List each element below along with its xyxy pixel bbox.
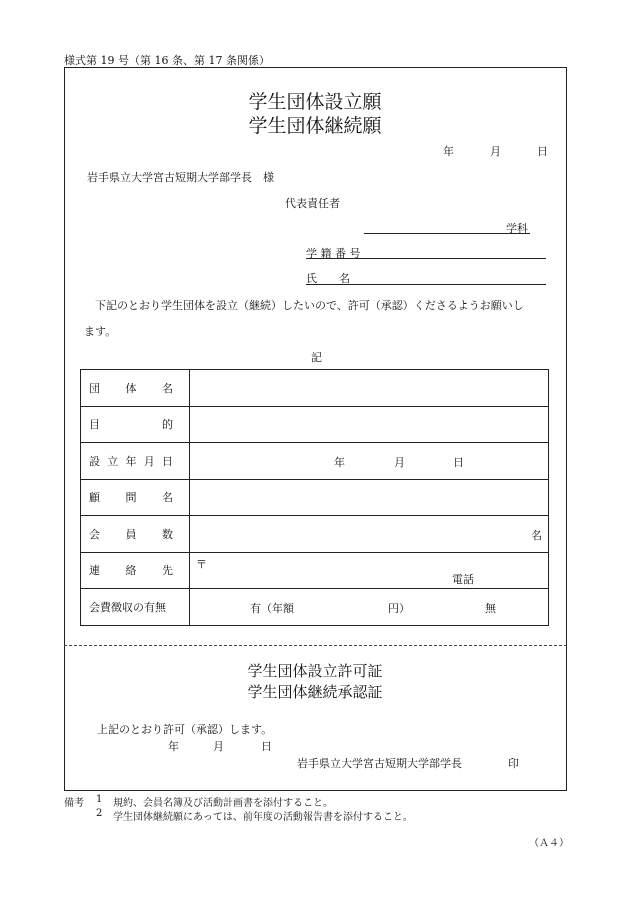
row-label-members: 会 員 数 [81, 516, 190, 553]
permit-statement: 上記のとおり許可（承認）します。 [97, 723, 273, 736]
establishment-date-field [190, 443, 549, 480]
member-count-field [190, 516, 549, 553]
members-unit: 名 [531, 529, 542, 542]
advisor-field [190, 479, 549, 516]
permit-date-day: 日 [261, 740, 272, 753]
fee-yen: 円） [388, 602, 410, 615]
note-2-text: 学生団体継続願にあっては、前年度の活動報告書を添付すること。 [113, 812, 413, 823]
fee-yes: 有（年額 [250, 602, 294, 615]
notes-label: 備考 [64, 798, 84, 809]
department-label: 学科 [506, 222, 528, 235]
application-body-line2: ます。 [84, 325, 117, 338]
permit-date-year: 年 [168, 740, 179, 753]
established-month: 月 [394, 456, 405, 469]
note-1-number: 1 [96, 794, 103, 805]
phone-label: 電話 [452, 572, 474, 586]
student-number-label: 学 籍 番 号 [306, 247, 361, 260]
name-label: 氏 名 [306, 272, 350, 285]
student-number-field-line [306, 258, 546, 259]
established-day: 日 [453, 456, 464, 469]
table-row [81, 589, 549, 626]
table-row [81, 406, 549, 443]
fee-no: 無 [485, 602, 496, 615]
permit-seal: 印 [508, 757, 519, 770]
row-label-contact: 連 絡 先 [81, 552, 190, 589]
table-row [81, 479, 549, 516]
row-label-purpose: 目 的 [81, 406, 190, 443]
application-body-line1: 下記のとおり学生団体を設立（継続）したいので、許可（承認）くださるようお願いし [95, 299, 524, 312]
table-row [81, 443, 549, 480]
established-year: 年 [334, 456, 345, 469]
paper-size: （Ａ４） [529, 838, 569, 849]
note-1-text: 規約、会員名簿及び活動計画書を添付すること。 [113, 798, 333, 809]
fee-field [190, 589, 549, 626]
note-2-number: 2 [96, 808, 103, 819]
application-title-continue: 学生団体継続願 [248, 115, 382, 137]
row-label-group-name: 団 体 名 [81, 370, 190, 407]
row-label-fee: 会費徴収の有無 [81, 589, 190, 626]
row-label-establishment-date: 設 立 年 月 日 [81, 443, 190, 480]
ki-mark: 記 [311, 351, 322, 364]
name-field-line [306, 284, 546, 285]
representative-label: 代表責任者 [285, 197, 340, 210]
application-details-table [80, 369, 549, 626]
group-name-field [190, 370, 549, 407]
addressee: 岩手県立大学宮古短期大学部学長 様 [87, 171, 274, 184]
application-date-day: 日 [537, 145, 548, 158]
table-row [81, 552, 549, 589]
contact-field [190, 552, 549, 589]
form-number: 様式第 19 号（第 16 条、第 17 条関係） [64, 54, 270, 67]
cut-line [64, 645, 567, 646]
table-row [81, 516, 549, 553]
row-label-advisor: 顧 問 名 [81, 479, 190, 516]
application-date-month: 月 [490, 145, 501, 158]
application-title-establish: 学生団体設立願 [248, 91, 382, 113]
permit-issuer: 岩手県立大学宮古短期大学部学長 [297, 757, 462, 770]
application-date-year: 年 [443, 145, 454, 158]
permit-title-establish: 学生団体設立許可証 [247, 662, 383, 680]
permit-title-continue: 学生団体継続承認証 [247, 683, 383, 701]
permit-date-month: 月 [213, 740, 224, 753]
purpose-field [190, 406, 549, 443]
table-row [81, 370, 549, 407]
postal-mark: 〒 [196, 557, 207, 571]
